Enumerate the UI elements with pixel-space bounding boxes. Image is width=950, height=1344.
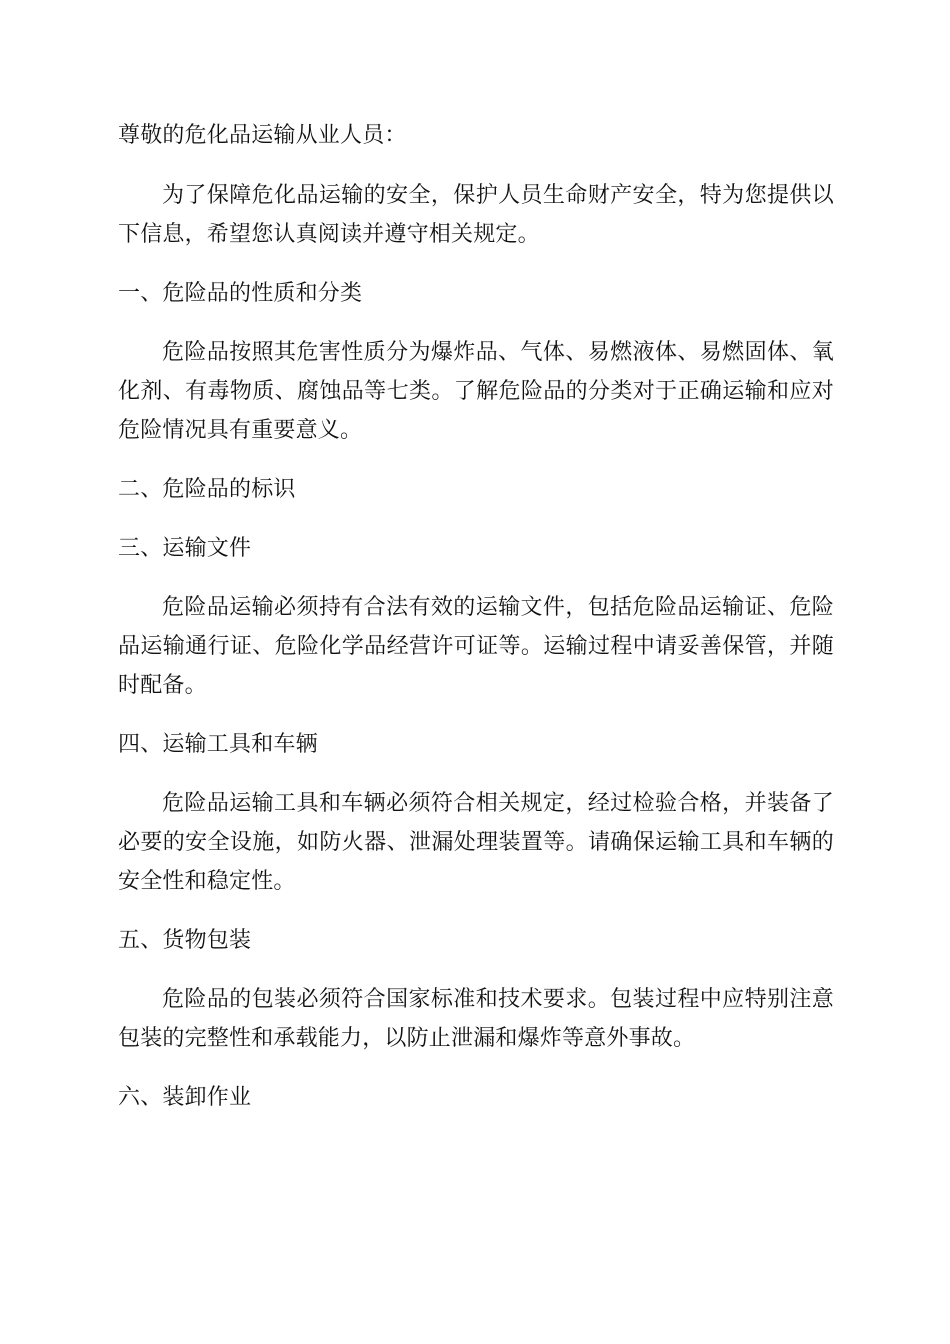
section-heading-1: 一、危险品的性质和分类 [118,281,363,306]
section-heading-4: 四、运输工具和车辆 [118,732,318,757]
document-body [118,116,834,1137]
section-heading-6: 六、装卸作业 [118,1085,252,1110]
section-body-3: 危险品运输必须持有合法有效的运输文件，包括危险品运输证、危险品运输通行证、危险化学品经营许可证等。运输过程中请妥善保管，并随时配备。 [118,595,834,698]
section-heading-2: 二、危险品的标识 [118,477,296,502]
section-body-4: 危险品运输工具和车辆必须符合相关规定，经过检验合格，并装备了必要的安全设施，如防火器、泄漏处理装置等。请确保运输工具和车辆的安全性和稳定性。 [118,791,834,894]
intro-paragraph: 为了保障危化品运输的安全，保护人员生命财产安全，特为您提供以下信息，希望您认真阅读并遵守相关规定。 [118,183,834,247]
section-body-1: 危险品按照其危害性质分为爆炸品、气体、易燃液体、易燃固体、氧化剂、有毒物质、腐蚀品等七类。了解危险品的分类对于正确运输和应对危险情况具有重要意义。 [118,340,834,443]
section-body-5: 危险品的包装必须符合国家标准和技术要求。包装过程中应特别注意包装的完整性和承载能力，以防止泄漏和爆炸等意外事故。 [118,987,834,1051]
section-heading-5: 五、货物包装 [118,928,252,953]
section-heading-3: 三、运输文件 [118,536,252,561]
salutation: 尊敬的危化品运输从业人员： [118,123,407,148]
